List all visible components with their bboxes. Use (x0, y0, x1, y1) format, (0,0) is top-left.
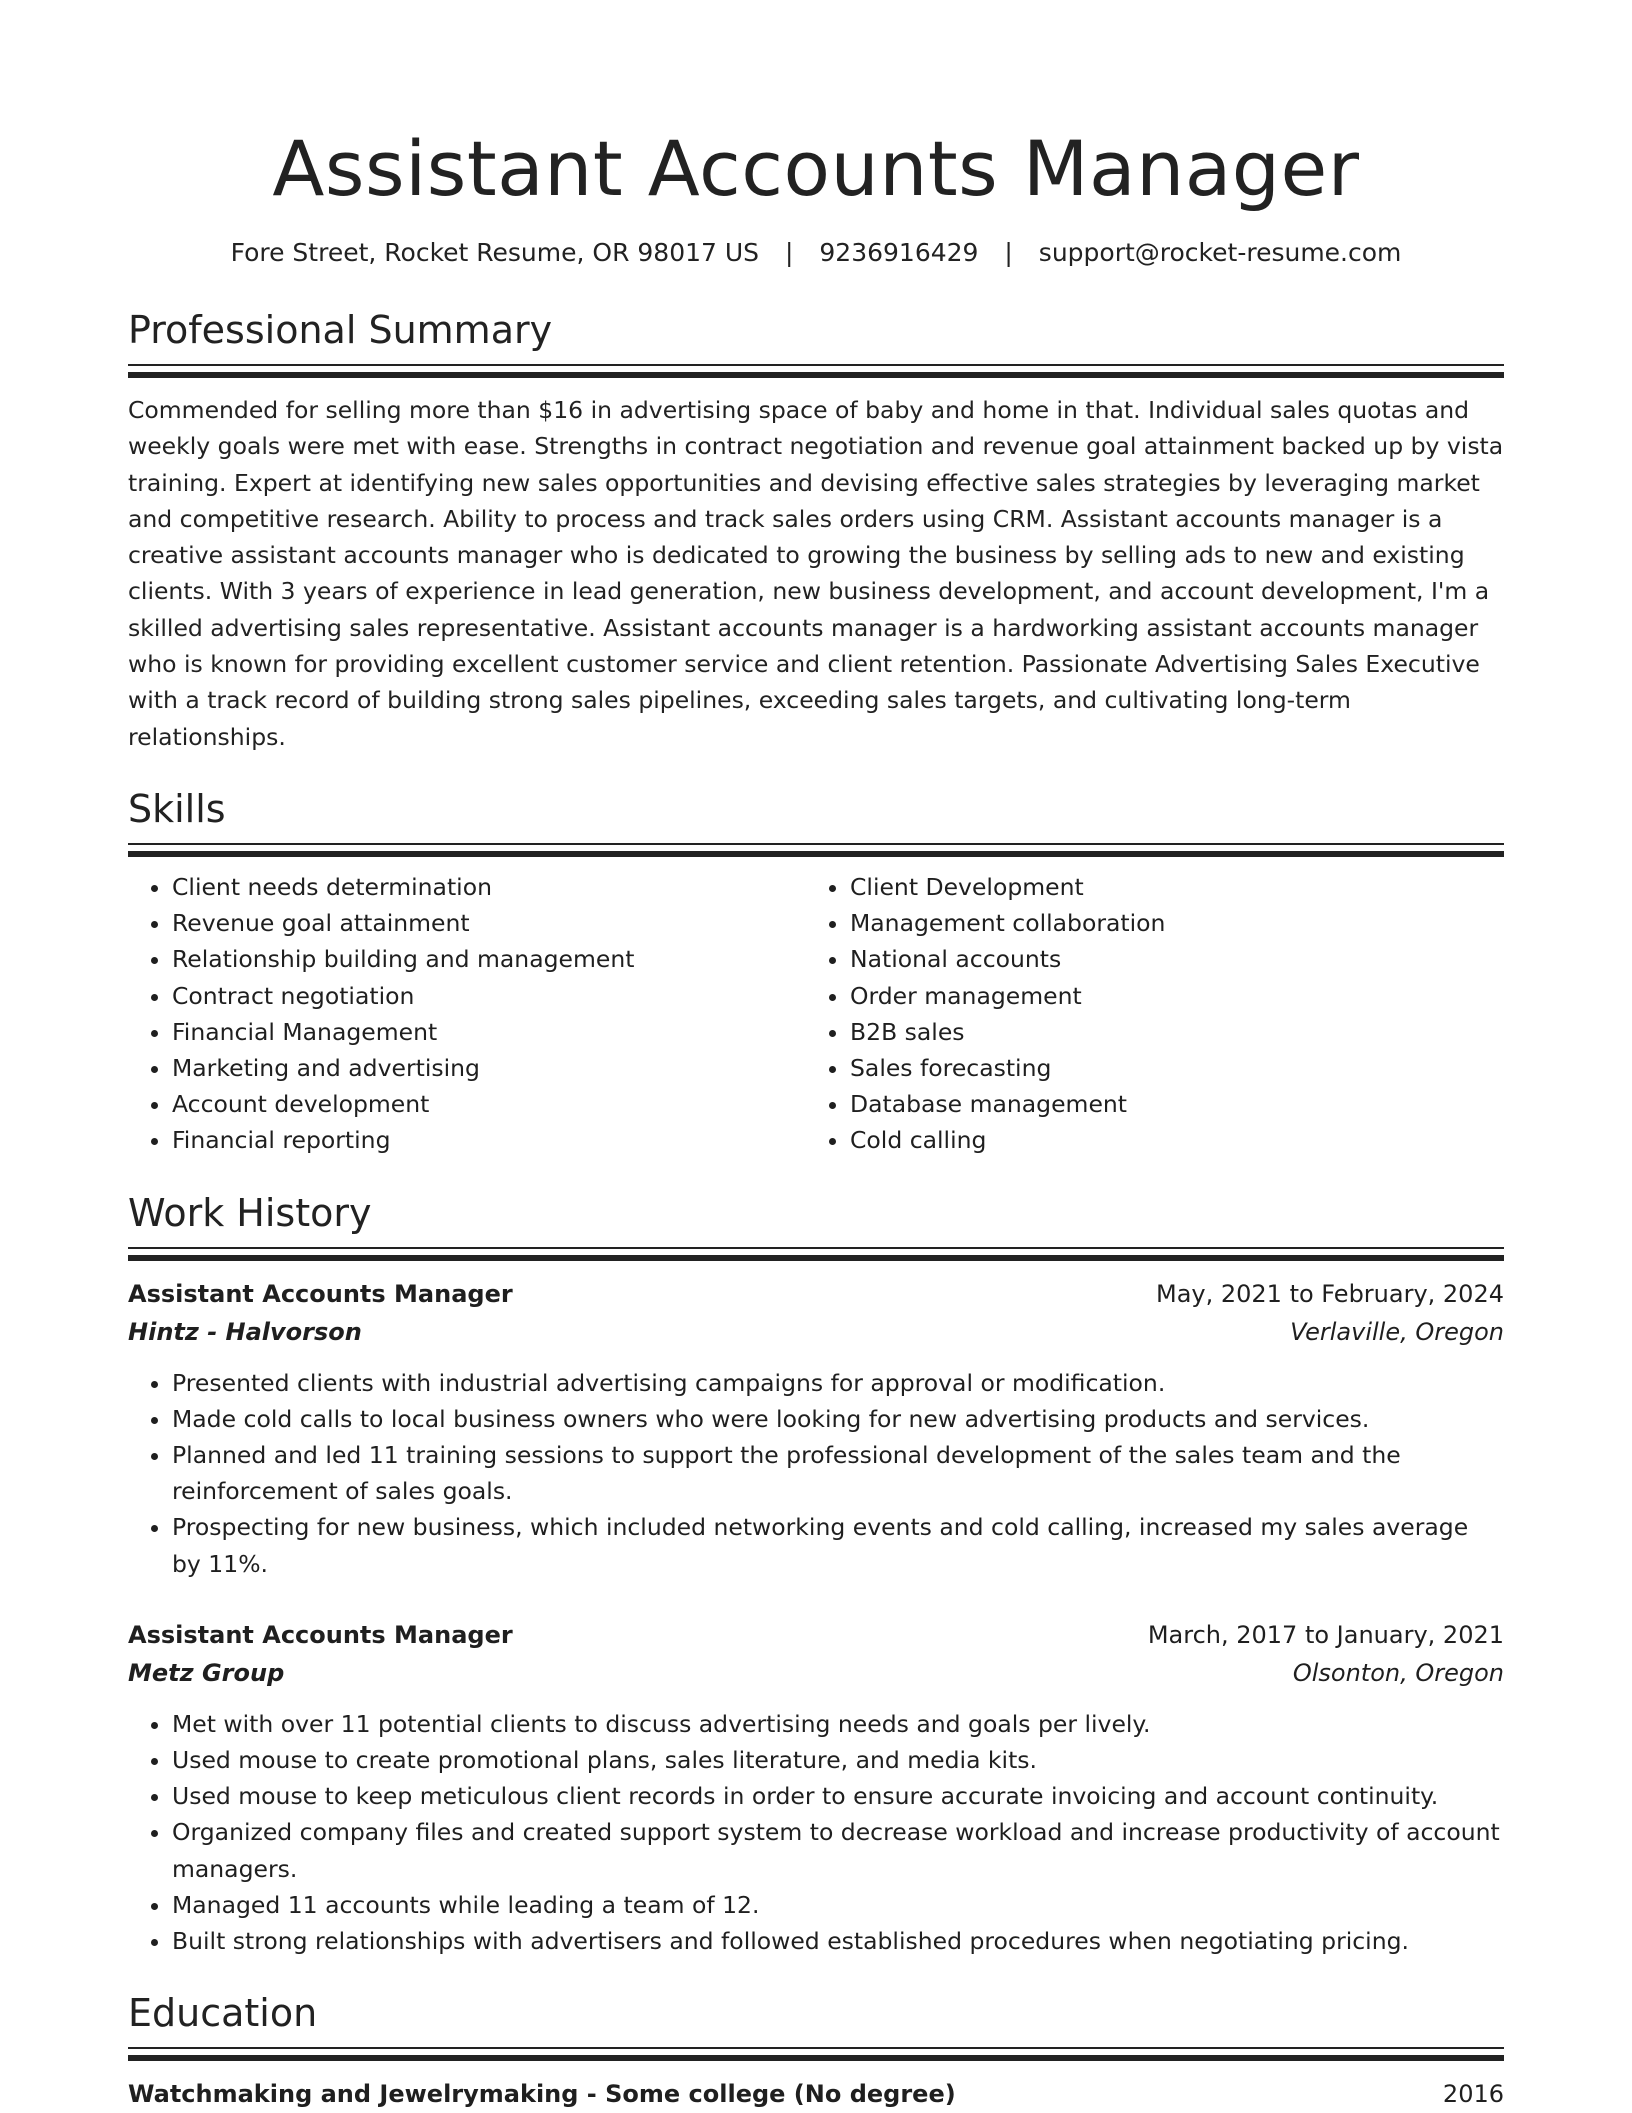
skill-item: • Financial Management (172, 1014, 806, 1050)
job-bullet: • Made cold calls to local business owners who were looking for new advertising products and services. (172, 1401, 1504, 1437)
skill-item: • Order management (850, 978, 1504, 1014)
skill-item: • Contract negotiation (172, 978, 806, 1014)
skill-item: • Client needs determination (172, 869, 806, 905)
section-divider-thick (128, 372, 1504, 378)
section-divider-thick (128, 2055, 1504, 2061)
job-bullet: • Planned and led 11 training sessions to support the professional development of the sales team and the reinforcement of sales goals. (172, 1437, 1504, 1509)
skill-item: • Cold calling (850, 1122, 1504, 1158)
job-title: Assistant Accounts Manager (128, 1620, 513, 1649)
job-subheader (128, 1313, 1504, 1351)
skill-item: • Revenue goal attainment (172, 905, 806, 941)
skill-item: • Financial reporting (172, 1122, 806, 1158)
job-bullet: • Organized company files and created support system to decrease workload and increase productivity of account managers. (172, 1814, 1504, 1886)
education-header (128, 2075, 1504, 2113)
section-divider-thick (128, 851, 1504, 857)
job-bullet: • Managed 11 accounts while leading a team of 12. (172, 1887, 1504, 1923)
education-degree: Watchmaking and Jewelrymaking - Some college (No degree) (128, 2080, 956, 2109)
contact-separator: | (1004, 238, 1013, 267)
job-entry (128, 1275, 1504, 1582)
skills-heading: Skills (128, 786, 226, 831)
skill-item: • National accounts (850, 941, 1504, 977)
section-divider (128, 2047, 1504, 2049)
skills-column-right (806, 869, 1504, 1159)
skill-item: • Marketing and advertising (172, 1050, 806, 1086)
job-bullets (128, 1365, 1504, 1582)
job-bullet: • Used mouse to keep meticulous client records in order to ensure accurate invoicing and account continuity. (172, 1778, 1504, 1814)
skills-list (128, 869, 1504, 1159)
job-company: Metz Group (128, 1658, 285, 1687)
skill-item: • Management collaboration (850, 905, 1504, 941)
skill-item: • Relationship building and management (172, 941, 806, 977)
education-year: 2016 (1442, 2080, 1504, 2109)
summary-text: Commended for selling more than $16 in advertising space of baby and home in that. Individual sales quotas and weekly goals were met with ease. Strengths in contract negotiation and revenue goal attainment backed up by vista training. Expert at identifying new sales opportunities and devising effective sales strategies by leveraging market and competitive research. Ability to process and track sales orders using CRM. Assistant accounts manager is a creative assistant accounts manager who is dedicated to growing the business by selling ads to new and existing clients. With 3 years of experience in lead generation, new business development, and account development, I'm a skilled advertising sales representative. Assistant accounts manager is a hardworking assistant accounts manager who is known for providing excellent customer service and client retention. Passionate Advertising Sales Executive with a track record of building strong sales pipelines, exceeding sales targets, and cultivating long-term relationships. (128, 396, 1504, 751)
contact-separator: | (785, 238, 794, 267)
contact-email: support@rocket-resume.com (1038, 238, 1402, 267)
skills-section (128, 785, 1504, 1159)
job-bullet: • Met with over 11 potential clients to discuss advertising needs and goals per lively. (172, 1706, 1504, 1742)
skill-item: • B2B sales (850, 1014, 1504, 1050)
job-header (128, 1616, 1504, 1654)
work-history-heading: Work History (128, 1190, 372, 1235)
education-section (128, 1989, 1504, 2113)
work-history-section (128, 1189, 1504, 1960)
job-location: Verlaville, Oregon (1290, 1317, 1504, 1346)
skill-item: • Sales forecasting (850, 1050, 1504, 1086)
contact-line (128, 236, 1504, 270)
contact-phone: 9236916429 (819, 238, 979, 267)
job-title: Assistant Accounts Manager (128, 1279, 513, 1308)
job-dates: March, 2017 to January, 2021 (1147, 1620, 1504, 1649)
job-company: Hintz - Halvorson (128, 1317, 362, 1346)
section-divider (128, 364, 1504, 366)
job-location: Olsonton, Oregon (1292, 1658, 1504, 1687)
section-divider (128, 1247, 1504, 1249)
section-divider-thick (128, 1255, 1504, 1261)
job-subheader (128, 1654, 1504, 1692)
job-bullets (128, 1706, 1504, 1959)
education-entry (128, 2075, 1504, 2113)
resume-page (128, 120, 1504, 2113)
contact-address: Fore Street, Rocket Resume, OR 98017 US (230, 238, 760, 267)
job-bullet: • Presented clients with industrial advertising campaigns for approval or modification. (172, 1365, 1504, 1401)
skill-item: • Account development (172, 1086, 806, 1122)
job-header (128, 1275, 1504, 1313)
job-dates: May, 2021 to February, 2024 (1156, 1279, 1504, 1308)
job-bullet: • Used mouse to create promotional plans, sales literature, and media kits. (172, 1742, 1504, 1778)
job-entry (128, 1616, 1504, 1959)
job-bullet: • Built strong relationships with advertisers and followed established procedures when negotiating pricing. (172, 1923, 1504, 1959)
skill-item: • Database management (850, 1086, 1504, 1122)
summary-heading: Professional Summary (128, 308, 553, 352)
skill-item: • Client Development (850, 869, 1504, 905)
section-divider (128, 843, 1504, 845)
job-bullet: • Prospecting for new business, which included networking events and cold calling, increased my sales average by 11%. (172, 1509, 1504, 1581)
summary-section (128, 306, 1504, 755)
skills-column-left (128, 869, 806, 1159)
resume-name: Assistant Accounts Manager (272, 124, 1360, 213)
education-heading: Education (128, 1991, 318, 2036)
